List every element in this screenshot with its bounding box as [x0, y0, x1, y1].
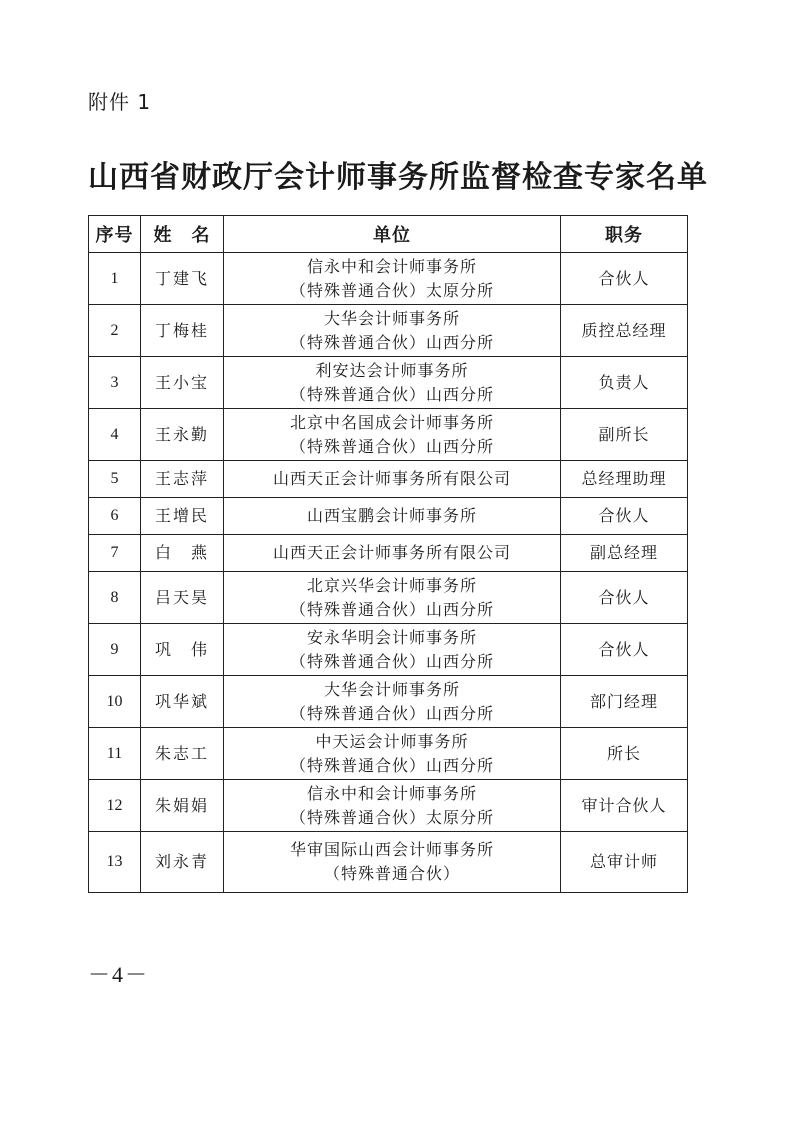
unit-line-1: 大华会计师事务所	[323, 679, 460, 699]
unit-line-1: 信永中和会计师事务所	[306, 256, 477, 276]
row-role: 总审计师	[561, 832, 688, 893]
unit-line-1: 华审国际山西会计师事务所	[289, 840, 494, 859]
row-role: 副总经理	[561, 535, 688, 572]
table-row	[89, 535, 688, 572]
unit-line-2: （特殊普通合伙）山西分所	[289, 384, 494, 404]
row-role: 审计合伙人	[561, 780, 688, 832]
row-role: 所长	[561, 728, 688, 780]
unit-line-2: （特殊普通合伙）太原分所	[289, 280, 494, 300]
row-unit	[224, 305, 561, 357]
attachment-label: 附件 1	[88, 90, 152, 114]
table-row	[89, 832, 688, 893]
row-seq: 8	[89, 572, 141, 624]
row-name: 朱志工	[141, 728, 224, 780]
header-unit: 单位	[224, 216, 561, 253]
row-unit	[224, 832, 561, 893]
table-row	[89, 409, 688, 461]
unit-line-1: 大华会计师事务所	[323, 308, 460, 328]
table-row	[89, 357, 688, 409]
row-name: 白 燕	[141, 535, 224, 572]
unit-line-2: （特殊普通合伙）山西分所	[289, 651, 494, 671]
row-role: 合伙人	[561, 624, 688, 676]
table-row	[89, 572, 688, 624]
table-row	[89, 728, 688, 780]
unit-line-1: 山西宝鹏会计师事务所	[306, 506, 477, 525]
row-name: 巩华斌	[141, 676, 224, 728]
unit-line-2: （特殊普通合伙）山西分所	[289, 332, 494, 352]
row-unit	[224, 253, 561, 305]
unit-line-1: 北京中名国成会计师事务所	[289, 412, 494, 432]
row-role: 合伙人	[561, 498, 688, 535]
unit-line-2: （特殊普通合伙）山西分所	[289, 755, 494, 775]
row-seq: 2	[89, 305, 141, 357]
row-role: 负责人	[561, 357, 688, 409]
row-unit	[224, 572, 561, 624]
unit-line-2: （特殊普通合伙）	[323, 864, 460, 883]
unit-line-1: 山西天正会计师事务所有限公司	[272, 469, 511, 488]
row-name: 王永勤	[141, 409, 224, 461]
row-unit	[224, 624, 561, 676]
header-seq: 序号	[89, 216, 141, 253]
unit-line-1: 利安达会计师事务所	[315, 360, 469, 380]
header-role: 职务	[561, 216, 688, 253]
document-title: 山西省财政厅会计师事务所监督检查专家名单	[88, 160, 708, 195]
row-unit	[224, 409, 561, 461]
unit-line-1: 山西天正会计师事务所有限公司	[272, 543, 511, 562]
row-unit	[224, 498, 561, 535]
row-role: 质控总经理	[561, 305, 688, 357]
row-role: 合伙人	[561, 253, 688, 305]
row-unit	[224, 461, 561, 498]
row-seq: 13	[89, 832, 141, 893]
row-seq: 9	[89, 624, 141, 676]
unit-line-2: （特殊普通合伙）山西分所	[289, 599, 494, 619]
row-role: 副所长	[561, 409, 688, 461]
row-seq: 6	[89, 498, 141, 535]
expert-roster-table	[88, 215, 688, 893]
row-seq: 1	[89, 253, 141, 305]
page-number: －4－	[88, 962, 150, 987]
unit-line-1: 北京兴华会计师事务所	[306, 575, 477, 595]
row-unit	[224, 535, 561, 572]
row-unit	[224, 676, 561, 728]
row-name: 刘永青	[141, 832, 224, 893]
row-unit	[224, 357, 561, 409]
row-role: 总经理助理	[561, 461, 688, 498]
row-role: 部门经理	[561, 676, 688, 728]
row-unit	[224, 728, 561, 780]
table-row	[89, 498, 688, 535]
table-row	[89, 676, 688, 728]
row-seq: 10	[89, 676, 141, 728]
table-row	[89, 624, 688, 676]
row-name: 朱娟娟	[141, 780, 224, 832]
unit-line-1: 信永中和会计师事务所	[306, 783, 477, 803]
unit-line-2: （特殊普通合伙）山西分所	[289, 703, 494, 723]
row-role: 合伙人	[561, 572, 688, 624]
table-row	[89, 253, 688, 305]
row-name: 吕天昊	[141, 572, 224, 624]
table-row	[89, 461, 688, 498]
row-name: 丁梅桂	[141, 305, 224, 357]
row-name: 王增民	[141, 498, 224, 535]
row-name: 王志萍	[141, 461, 224, 498]
table-header-row	[89, 216, 688, 253]
unit-line-1: 中天运会计师事务所	[315, 731, 469, 751]
unit-line-2: （特殊普通合伙）太原分所	[289, 807, 494, 827]
unit-line-1: 安永华明会计师事务所	[306, 627, 477, 647]
row-seq: 7	[89, 535, 141, 572]
row-unit	[224, 780, 561, 832]
row-seq: 4	[89, 409, 141, 461]
row-name: 丁建飞	[141, 253, 224, 305]
row-name: 王小宝	[141, 357, 224, 409]
header-name: 姓 名	[141, 216, 224, 253]
row-seq: 3	[89, 357, 141, 409]
row-seq: 5	[89, 461, 141, 498]
table-row	[89, 305, 688, 357]
table-row	[89, 780, 688, 832]
unit-line-2: （特殊普通合伙）山西分所	[289, 436, 494, 456]
row-name: 巩 伟	[141, 624, 224, 676]
row-seq: 11	[89, 728, 141, 780]
row-seq: 12	[89, 780, 141, 832]
